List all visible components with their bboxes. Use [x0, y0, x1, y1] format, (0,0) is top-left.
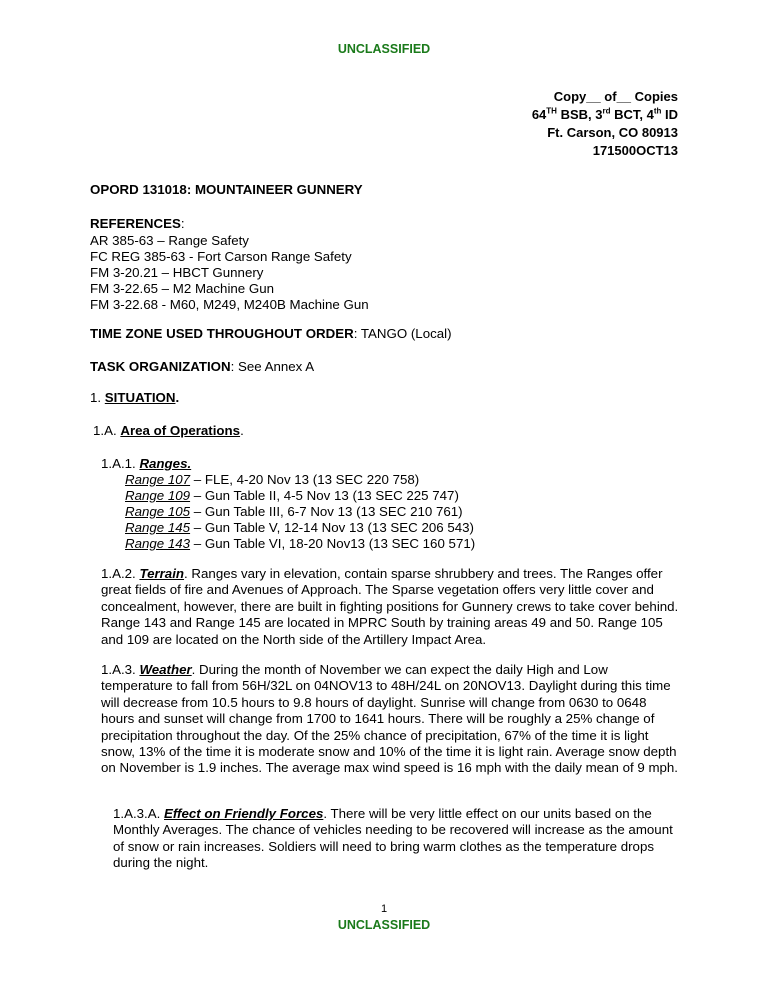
task-organization: TASK ORGANIZATION: See Annex A [90, 359, 315, 374]
section-area-of-operations: 1.A. Area of Operations. [93, 423, 244, 438]
section-ranges: 1.A.1. Ranges. [101, 456, 192, 471]
reference-item: FC REG 385-63 - Fort Carson Range Safety [90, 249, 352, 264]
document-header [532, 88, 678, 160]
references-heading: REFERENCES: [90, 216, 185, 231]
classification-top: UNCLASSIFIED [337, 42, 431, 56]
range-item: Range 145 – Gun Table V, 12-14 Nov 13 (13 SEC 206 543) [125, 520, 474, 535]
range-item: Range 105 – Gun Table III, 6-7 Nov 13 (13 SEC 210 761) [125, 504, 463, 519]
effect-friendly-forces-paragraph: 1.A.3.A. Effect on Friendly Forces. There will be very little effect on our units based on the Monthly Averages. The chance of vehicles needing to be recovered will increase as the amount of snow or rain increases. Soldiers will need to bring warm clothes as the temperature drops during the night. [113, 806, 673, 871]
unit-line: 64TH BSB, 3rd BCT, 4th ID [531, 106, 678, 122]
reference-item: AR 385-63 – Range Safety [90, 233, 249, 248]
order-title: OPORD 131018: MOUNTAINEER GUNNERY [90, 182, 363, 197]
range-item: Range 109 – Gun Table II, 4-5 Nov 13 (13 SEC 225 747) [125, 488, 459, 503]
classification-bottom: UNCLASSIFIED [337, 918, 431, 932]
section-situation: 1. SITUATION. [90, 390, 180, 405]
reference-item: FM 3-22.65 – M2 Machine Gun [90, 281, 275, 296]
range-item: Range 143 – Gun Table VI, 18-20 Nov13 (13 SEC 160 571) [125, 536, 476, 551]
weather-paragraph: 1.A.3. Weather. During the month of November we can expect the daily High and Low temperature to fall from 56H/32L on 04NOV13 to 48H/24L on 20NOV13. Daylight during this time will decrease from 10.5 hours to 9.8 hours of daylight. Sunrise will change from 0630 to 0648 hours and sunset will change from 1700 to 1641 hours. There will be roughly a 25% change of precipitation throughout the day. Of the 25% chance of precipitation, 67% of the time it is light snow, 13% of the time it is moderate snow and 10% of the time it is light rain. Average snow depth on November is 1.9 inches. The average max wind speed is 16 mph with the daily mean of 9 mph. [101, 662, 678, 776]
dtg-line: 171500OCT13 [592, 143, 678, 158]
reference-item: FM 3-22.68 - M60, M249, M240B Machine Gun [90, 297, 369, 312]
copy-line: Copy__ of__ Copies [553, 89, 678, 104]
location-line: Ft. Carson, CO 80913 [547, 125, 678, 140]
range-item: Range 107 – FLE, 4-20 Nov 13 (13 SEC 220 758) [125, 472, 420, 487]
time-zone: TIME ZONE USED THROUGHOUT ORDER: TANGO (Local) [90, 326, 452, 341]
terrain-paragraph: 1.A.2. Terrain. Ranges vary in elevation, contain sparse shrubbery and trees. The Ranges offer great fields of fire and Avenues of Approach. The Sparse vegetation offers very little cover and concealment, however, there are built in fighting positions for Gunnery crews to take cover behind. Range 143 and Range 145 are located in MPRC South by training areas 49 and 50. Range 105 and 109 are located on the North side of the Artillery Impact Area. [101, 566, 679, 647]
page-number: 1 [380, 903, 388, 915]
reference-item: FM 3-20.21 – HBCT Gunnery [90, 265, 264, 280]
